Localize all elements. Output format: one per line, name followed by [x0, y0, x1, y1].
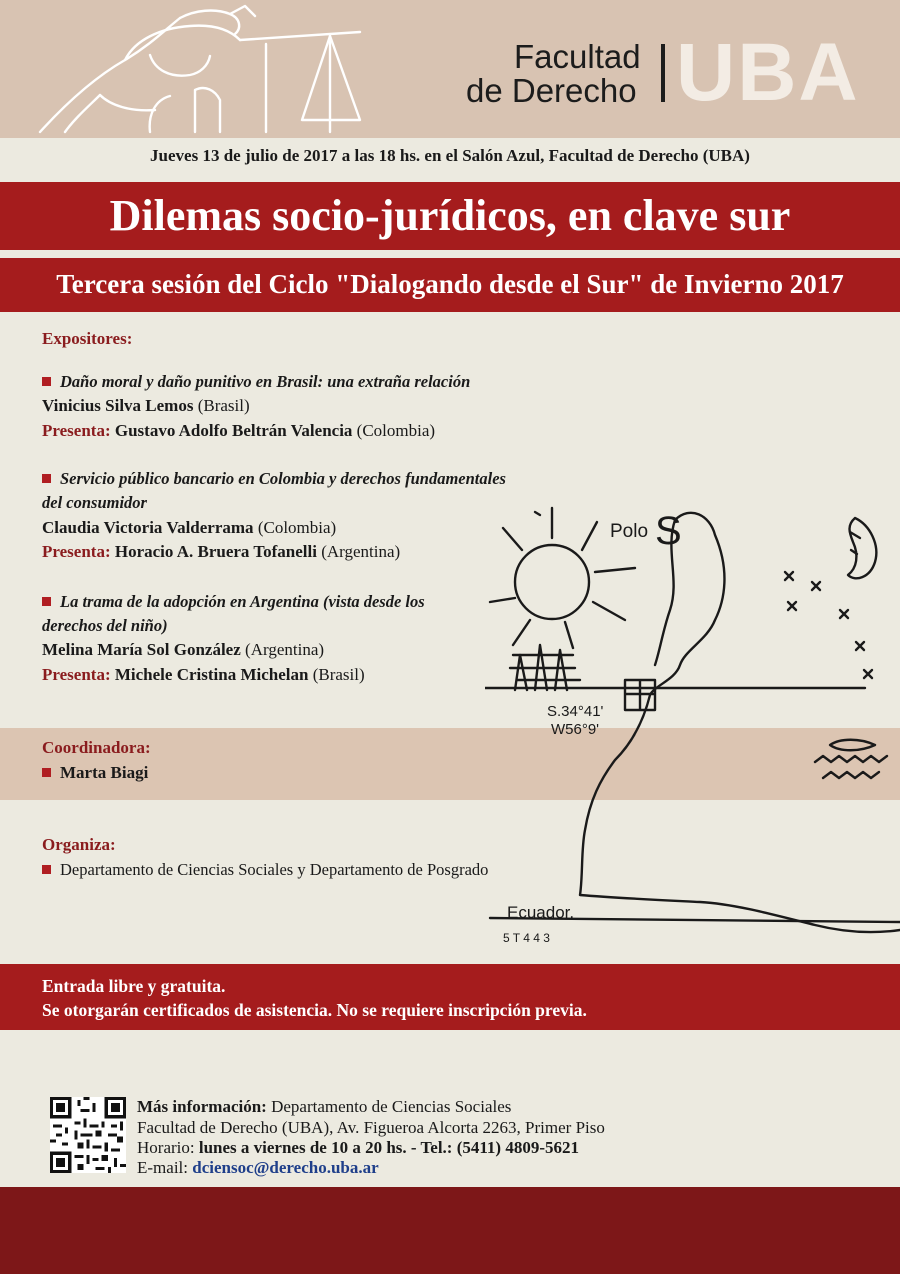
talk-3-title-cont: derechos del niño)	[42, 616, 168, 635]
talk-1-title: Daño moral y daño punitivo en Brasil: una extraña relación	[42, 370, 470, 394]
coords-line1: S.34°41'	[547, 703, 604, 720]
event-subtitle: Tercera sesión del Ciclo "Dialogando desde el Sur" de Invierno 2017	[56, 269, 844, 299]
info-address: Facultad de Derecho (UBA), Av. Figueroa Alcorta 2263, Primer Piso	[137, 1118, 605, 1137]
polo-label: Polo	[610, 521, 649, 542]
organiza-value: Departamento de Ciencias Sociales y Departamento de Posgrado	[42, 858, 488, 882]
bullet-square-icon	[42, 377, 51, 386]
talk-3-title: La trama de la adopción en Argentina (vista desde los	[42, 590, 425, 614]
talk-2-title: Servicio público bancario en Colombia y derechos fundamentales	[42, 467, 506, 491]
expositores-label: Expositores:	[42, 329, 133, 348]
torres-garcia-map-drawing	[485, 490, 900, 965]
bullet-square-icon	[42, 597, 51, 606]
faculty-name-line2: de Derecho	[466, 72, 637, 109]
talk-2-title-cont: del consumidor	[42, 493, 147, 512]
bullet-square-icon	[42, 865, 51, 874]
entrada-line1: Entrada libre y gratuita.	[42, 976, 226, 996]
qr-code-icon	[50, 1097, 126, 1173]
info-more: Más información: Departamento de Ciencias Sociales	[137, 1097, 512, 1116]
uba-logo: UBA	[676, 27, 860, 118]
bullet-square-icon	[42, 768, 51, 777]
bullet-square-icon	[42, 474, 51, 483]
talk-1-speaker: Vinicius Silva Lemos (Brasil)	[42, 396, 250, 415]
logo-divider	[661, 44, 665, 102]
talk-3-presenter: Presenta: Michele Cristina Michelan (Brasil)	[42, 665, 365, 684]
justice-scales-drawing	[30, 0, 400, 138]
coordinadora-name: Marta Biagi	[42, 761, 148, 785]
footer-band	[0, 1187, 900, 1274]
organiza-label: Organiza:	[42, 835, 116, 854]
email-link[interactable]: dciensoc@derecho.uba.ar	[192, 1158, 379, 1177]
talk-3-speaker: Melina María Sol González (Argentina)	[42, 640, 325, 659]
info-email: E-mail: dciensoc@derecho.uba.ar	[137, 1158, 379, 1177]
info-horario: Horario: lunes a viernes de 10 a 20 hs. - Tel.: (5411) 4809-5621	[137, 1138, 579, 1157]
event-title: Dilemas socio-jurídicos, en clave sur	[109, 191, 791, 240]
coords-line2: W56°9'	[551, 721, 600, 738]
coordinadora-label: Coordinadora:	[42, 738, 151, 757]
talk-2-presenter: Presenta: Horacio A. Bruera Tofanelli (Argentina)	[42, 542, 401, 561]
talk-2-speaker: Claudia Victoria Valderrama (Colombia)	[42, 518, 337, 537]
ecuador-numbers: 5 T 4 4 3	[503, 931, 550, 945]
faculty-name-line1: Facultad	[514, 38, 641, 75]
ecuador-label: Ecuador.	[507, 903, 575, 922]
event-date-line: Jueves 13 de julio de 2017 a las 18 hs. en el Salón Azul, Facultad de Derecho (UBA)	[150, 146, 750, 165]
polo-s-letter: S	[655, 509, 682, 553]
talk-1-presenter: Presenta: Gustavo Adolfo Beltrán Valencia (Colombia)	[42, 421, 436, 440]
entrada-line2: Se otorgarán certificados de asistencia. No se requiere inscripción previa.	[42, 1000, 587, 1020]
